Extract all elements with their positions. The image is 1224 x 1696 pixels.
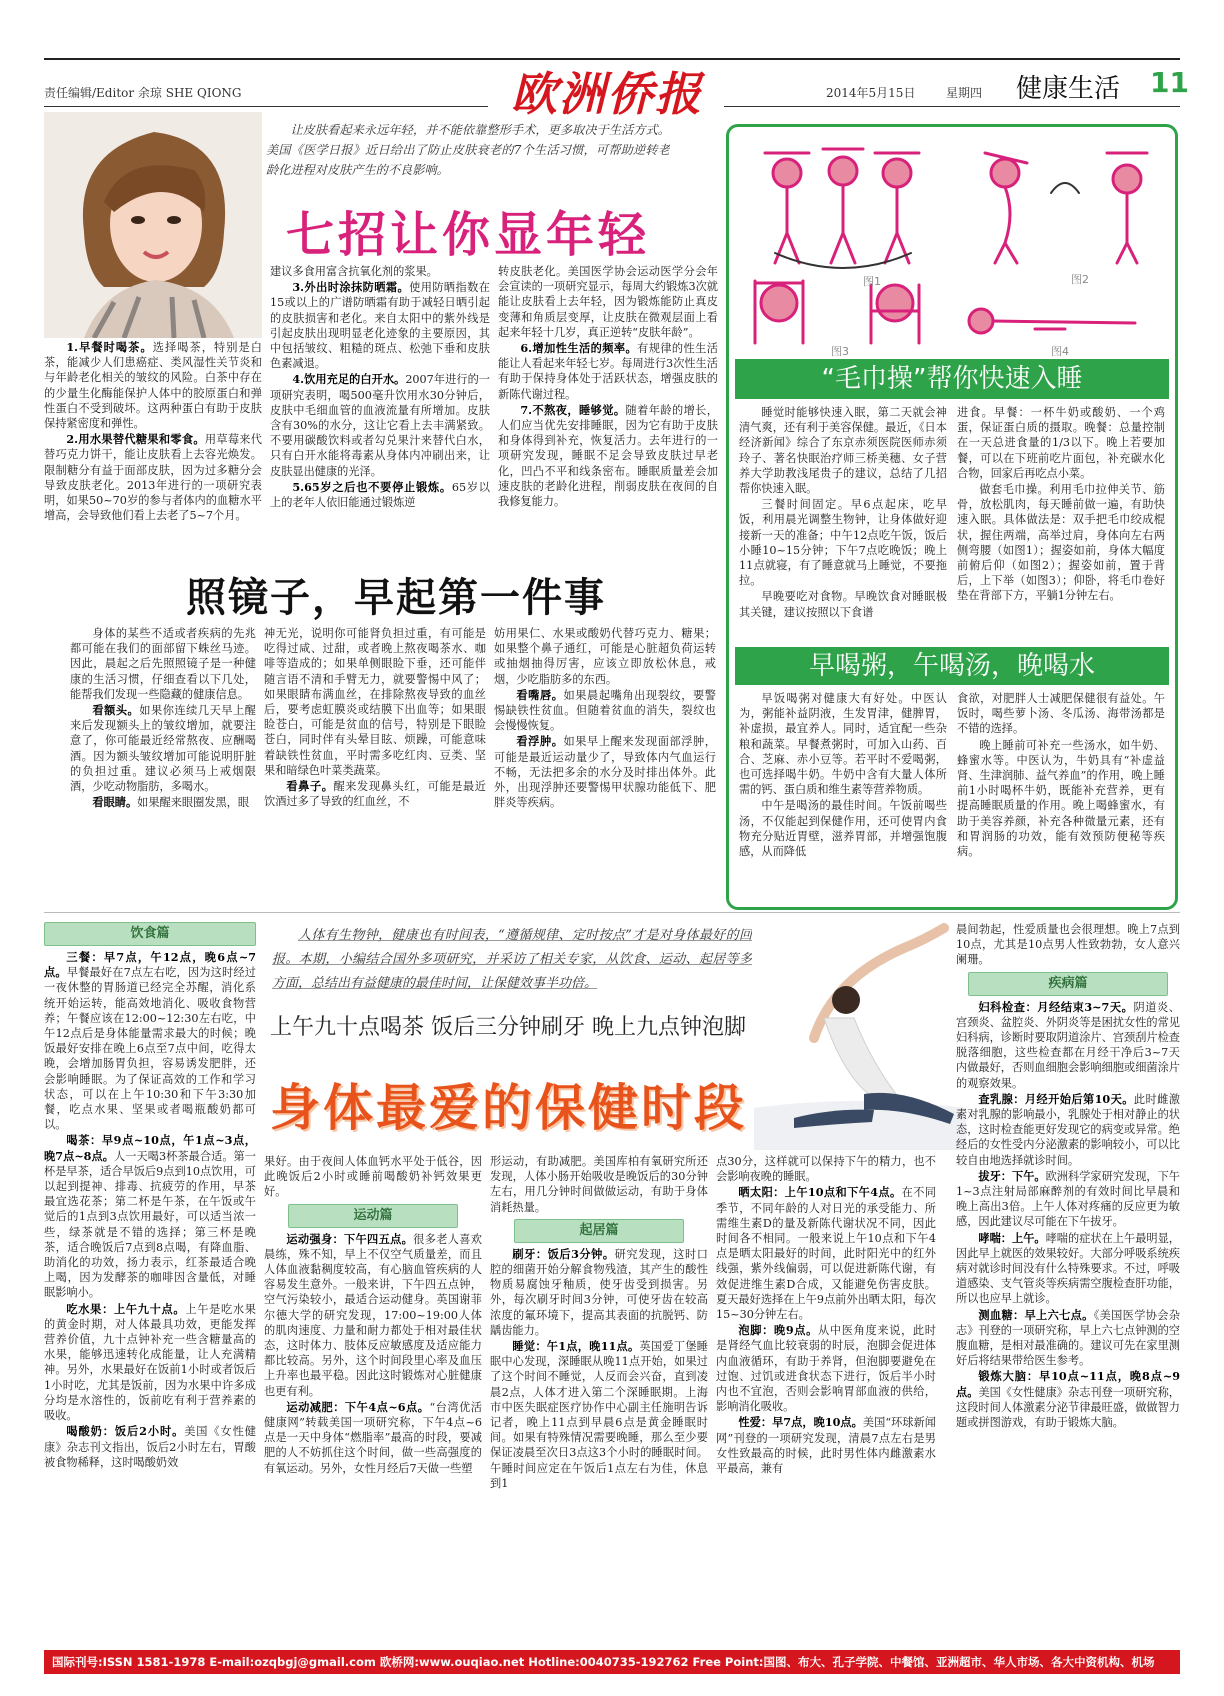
article3-intro: 人体有生物钟，健康也有时间表，“遵循规律、定时按点”才是对身体最好的回报。本期，小编结合国外多项研究，并采访了相关专家，从饮食、运动、起居等多方面，总结出有益健康的最佳时间，让保健效事半功倍。	[272, 928, 752, 991]
issue-weekday: 星期四	[946, 86, 983, 100]
header-rule-left	[44, 106, 488, 107]
fig-label-3: 图3	[831, 345, 849, 357]
article3-col2: 果好。由于夜间人体血钙水平处于低谷，因此晚饭后2小时或睡前喝酸奶补钙效果更好。 运动篇 运动强身：下午四五点。很多老人喜欢晨练，殊不知，早上不仅空气质量差，而且人体血液黏稠度较高，有心脑血管疾病的人容易发生意外。一般来讲，下午四五点钟，空气污染较小，最适合运动健身。英国谢菲尔德大学的研究发现，17:00~19:00人体的肌肉速度、力量和耐力都处于相对最佳状态，这时体力、肢体反应敏感度及适应能力都比较高。另外，这个时间段里心率及血压上升率也最平稳。因此这时锻炼对心脏健康也更有利。 运动减肥：下午4点~6点。“台湾优活健康网”转载美国一项研究称，下午4点~6点是一天中身体“燃脂率”最高的时段，要减肥的人不妨抓住这个时间，做一些高强度的有氧运动。另外，女性月经后7天做一些塑	[264, 1155, 482, 1475]
editor-credit: 责任编辑/Editor 余琼 SHE QIONG	[44, 86, 242, 100]
page-number: 11	[1150, 66, 1189, 99]
article2-col2: 神无光，说明你可能肾负担过重，有可能是吃得过咸、过甜，或者晚上熬夜喝茶水、咖啡等造成的；如果单侧眼睑下垂，还可能伴随言语不清和手臂无力，就要警惕中风了；如果眼睛布满血丝，在排除熬夜导致的血丝后，要考虑虹膜炎或结膜下出血等；如果眼睑苍白，可能是贫血的信号，特别是下眼睑苍白，同时伴有头晕目眩、烦躁，可能意味着缺铁性贫血，平时需多吃红肉、豆类、坚果和暗绿色叶菜类蔬菜。 看鼻子。醒来发现鼻头红，可能是最近饮酒过多了导致的红血丝，不	[264, 627, 486, 809]
fig-label-2: 图2	[1071, 273, 1089, 286]
towel-title: “毛巾操”帮你快速入睡	[735, 359, 1169, 399]
portrait-photo	[44, 112, 262, 338]
towel-col2: 进食。早餐：一杯牛奶或酸奶、一个鸡蛋，保证蛋白质的摄取。晚餐：总量控制在一天总进食量的1/3以下。晚上若要加餐，可以在下班前吃片面包，补充碳水化合物，回家后再吃点小菜。 做套毛巾操。利用毛巾拉伸关节、筋骨，放松肌肉，每天睡前做一遍，有助快速入眠。具体做法是：双手把毛巾绞成棍状，握住两端，高举过肩，身体向左右两侧弯腰（如图1）；握姿如前，身体大幅度前俯后仰（如图2）；握姿如前，置于背后，上下举（如图3）；仰卧，将毛巾卷好垫在背部下方，平躺1分钟左右。	[957, 406, 1165, 603]
header-rule-right	[724, 106, 1180, 107]
porridge-col1: 早饭喝粥对健康大有好处。中医认为，粥能补益阴液，生发胃津，健脾胃，补虚损，最宜养人。同时，适宜配一些杂粮和蔬菜。早餐煮粥时，可加入山药、百合、芝麻、赤小豆等。若平时不爱喝粥，也可选择喝牛奶。牛奶中含有大量人体所需的钙、蛋白质和维生素等营养物质。 中午是喝汤的最佳时间。午饭前喝些汤，不仅能起到保健作用，还可使胃内食物充分贴近胃壁，滋养胃部，并增强饱腹感，从而降低	[739, 692, 947, 859]
porridge-title: 早喝粥，午喝汤，晚喝水	[735, 647, 1169, 685]
masthead: 欧洲侨报	[511, 67, 703, 121]
article3-col5: 晨间勃起，性爱质量也会很理想。晚上7点到10点，尤其是10点男人性致勃勃，女人意兴阑珊。 疾病篇 妇科检查：月经结束3~7天。阴道炎、宫颈炎、盆腔炎、外阴炎等是困扰女性的常见妇科病，诊断时要取阴道涂片、宫颈刮片检查脱落细胞，这些检查都在月经干净后3~7天内做最好，否则血细胞会影响细胞或细菌涂片的观察效果。 查乳腺：月经开始后第10天。此时雌激素对乳腺的影响最小，乳腺处于相对静止的状态，这时检查能更好发现它的病变或异常。绝经后的女性受内分泌激素的影响较小，可以比较自由地选择就诊时间。 拔牙：下午。欧洲科学家研究发现，下午1~3点注射局部麻醉剂的有效时间比早晨和晚上高出3倍。上午人体对疼痛的反应更为敏感，因此建议尽可能在下午拔牙。 哮喘：上午。哮喘的症状在上午最明显，因此早上就医的效果较好。大部分呼吸系统疾病对就诊时间没有什么特殊要求。不过，呼吸道感染、支气管炎等疾病需空腹检查肝功能，所以也应早上就诊。 测血糖：早上六七点。《美国医学协会杂志》刊登的一项研究称，早上六七点钟测的空腹血糖，是相对最准确的。建议可先在家里测好后将结果带给医生参考。 锻炼大脑：早10点~11点，晚8点~9点。美国《女性健康》杂志刊登一项研究称，这段时间人体激素分泌节律最旺盛，做做智力题或拼图游戏，有助于锻炼大脑。	[956, 923, 1180, 1430]
article3-subtitle: 上午九十点喝茶 饭后三分钟刷牙 晚上九点钟泡脚	[270, 1015, 746, 1040]
section-diet: 饮食篇	[44, 922, 256, 946]
section-disease: 疾病篇	[968, 972, 1168, 996]
article1-col1: 1.早餐时喝茶。选择喝茶，特别是白茶，能减少人们患癌症、类风湿性关节炎和与年龄老化相关的皱纹的风险。白茶中存在的少量生化酶能保护人体中的胶原蛋白和弹性蛋白不受到破坏。这两种蛋白有助于皮肤保持紧密度和弹性。 2.用水果替代糖果和零食。用草莓来代替巧克力饼干，能让皮肤看上去容光焕发。限制糖分有益于面部皮肤，因为过多糖分会导致皮肤老化。2013年进行的一项研究表明，如果50~70岁的参与者体内的血糖水平增高，会导致他们看上去老了5~7个月。	[44, 340, 262, 523]
article1-intro: 让皮肤看起来永远年轻，并不能依靠整形手术，更多取决于生活方式。美国《医学日报》近日给出了防止皮肤衰老的7个生活习惯，可帮助逆转老龄化进程对皮肤产生的不良影响。	[266, 123, 670, 177]
article2-col1: 身体的某些不适或者疾病的先兆都可能在我们的面部留下蛛丝马迹。因此，晨起之后先照照镜子是一种健康的生活习惯，仔细查看以下几处，能帮我们发现一些隐藏的健康信息。 看额头。如果你连续几天早上醒来后发现额头上的皱纹增加，就要注意了，你可能最近经常熬夜、应酬喝酒。因为额头皱纹增加可能说明肝脏的负担过重。建议必须马上戒烟限酒，少吃动物脂肪，多喝水。 看眼睛。如果醒来眼圈发黑，眼	[70, 627, 256, 810]
right-feature-box	[726, 124, 1178, 910]
section-name: 健康生活	[1016, 74, 1121, 104]
towel-exercise-illustration	[735, 133, 1171, 357]
section-sport: 运动篇	[288, 1204, 458, 1228]
fig-label-4: 图4	[1051, 345, 1069, 357]
footer-bar	[44, 1650, 1180, 1674]
article2-col3: 妨用果仁、水果或酸奶代替巧克力、糖果；如果整个鼻子通红，可能是心脏超负荷运转或抽烟抽得厉害，应该立即放松休息，戒烟，少吃脂肪多的东西。 看嘴唇。如果晨起嘴角出现裂纹，要警惕缺铁性贫血。但随着贫血的消失，裂纹也会慢慢恢复。 看浮肿。如果早上醒来发现面部浮肿，可能是最近运动量少了，导致体内气血运行不畅，无法把多余的水分及时排出体外。此外，出现浮肿还要警惕甲状腺功能低下、肥胖炎等疾病。	[494, 627, 716, 810]
section-rest: 起居篇	[514, 1219, 684, 1243]
article1-title: 七招让你显年轻	[285, 207, 650, 263]
issue-date: 2014年5月15日	[826, 86, 916, 100]
article2-title: 照镜子，早起第一件事	[186, 575, 606, 621]
article1-col3: 转皮肤老化。美国医学协会运动医学分会年会宣读的一项研究显示，每周大约锻炼3次就能让皮肤看上去年轻，因为锻炼能防止真皮变薄和角质层变厚，让皮肤在微观层面上看起来年轻十几岁，真正逆转“皮肤年龄”。 6.增加性生活的频率。有规律的性生活能让人看起来年轻七岁。每周进行3次性生活有助于保持身体处于活跃状态，增强皮肤的新陈代谢过程。 7.不熬夜，睡够觉。随着年龄的增长，人们应当优先安排睡眠，因为它有助于皮肤和身体得到补充，恢复活力。去年进行的一项研究发现，睡眠不足会导致皮肤过早老化，凹凸不平和线条密布。睡眠质量差会加速皮肤的老龄化进程，削弱皮肤在夜间的自我修复能力。	[498, 265, 718, 509]
porridge-col2: 食欲，对肥胖人士减肥保健很有益处。午饭时，喝些萝卜汤、冬瓜汤、海带汤都是不错的选择。 晚上睡前可补充一些汤水，如牛奶、蜂蜜水等。中医认为，牛奶具有“补虚益肾、生津润肺、益气养血”的作用，晚上睡前1小时喝杯牛奶，既能补充营养，更有提高睡眠质量的作用。晚上喝蜂蜜水，有助于美容养颜，补充各种微量元素，还有和胃润肠的功效，能有效预防便秘等疾病。	[957, 692, 1165, 859]
article1-col2: 建议多食用富含抗氧化剂的浆果。 3.外出时涂抹防晒霜。使用防晒指数在15或以上的广谱防晒霜有助于减轻日晒引起的皮肤损害和老化。来自太阳中的紫外线是引起皮肤出现明显老化迹象的主要原因，其中包括皱纹、粗糙的斑点、松弛下垂和皮肤色素减退。 4.饮用充足的白开水。2007年进行的一项研究表明，喝500毫升饮用水30分钟后，皮肤中毛细血管的血液流量有所增加。皮肤含有30%的水分，这让它看上去丰满紧致。不要用碳酸饮料或者勾兑果汁来替代白水，只有白开水能将毒素从身体内冲刷出来，让皮肤显出健康的光泽。 5.65岁之后也不要停止锻炼。65岁以上的老年人依旧能通过锻炼逆	[270, 265, 490, 510]
article3-col4: 点30分，这样就可以保持下午的精力，也不会影响夜晚的睡眠。 晒太阳：上午10点和下午4点。在不同季节，不同年龄的人对日光的承受能力、所需维生素D的量及新陈代谢状况不同，因此时间各不相同。一般来说上午10点和下午4点是晒太阳最好的时间，此时阳光中的红外线强，紫外线偏弱，可以促进新陈代谢，有效促进维生素D合成，又能避免伤害皮肤。夏天最好选择在上午9点前外出晒太阳，每次15~30分钟左右。 泡脚：晚9点。从中医角度来说，此时是肾经气血比较衰弱的时辰，泡脚会促进体内血液循环，有助于养肾，但泡脚要避免在过饱、过饥或进食状态下进行，饭后半小时内也不宜泡，否则会影响胃部血液的供给，影响消化吸收。 性爱：早7点，晚10点。美国“环球新闻网”刊登的一项研究发现，清晨7点左右是男女性致最高的时候，此时男性体内雌激素水平最高，兼有	[716, 1155, 936, 1476]
footer-text: 国际刊号:ISSN 1581-1978 E-mail:ozqbgj@gmail.com 欧桥网:www.ouqiao.net Hotline:0040735-192762 Free Point:国图、布大、孔子学院、中餐馆、亚洲超市、华人市场、各大中资机构、机场	[52, 1655, 1155, 1669]
article3-title: 身体最爱的保健时段	[270, 1079, 747, 1137]
fig-label-1: 图1	[863, 275, 881, 288]
article3-col1: 三餐：早7点，午12点，晚6点~7点。早餐最好在7点左右吃，因为这时经过一夜休整的胃肠道已经完全苏醒，消化系统开始运转，能高效地消化、吸收食物营养；午餐应该在12:00~12:30左右吃，中午12点后是身体能量需求最大的时候；晚饭最好安排在晚上6点至7点中间，吃得太晚，会增加肠胃负担，容易诱发肥胖，还会影响睡眠。为了保证高效的工作和学习状态，可以在上午10:30和下午3:30加餐，吃点水果、坚果或者喝瓶酸奶都可以。 喝茶：早9点~10点，午1点~3点，晚7点~8点。人一天喝3杯茶最合适。第一杯是早茶，适合早饭后9点到10点饮用，可以起到提神、排毒、抗疲劳的作用，早茶最宜选花茶；第二杯是午茶，在午饭或午觉后的1点到3点饮用最好，可以适当浓一些，绿茶就是不错的选择；第三杯是晚茶，适合晚饭后7点到8点喝，有降血脂、助消化的功效，扬力表示，红茶最适合晚上喝，因为发酵茶的咖啡因含量低，对睡眠影响小。 吃水果：上午九十点。上午是吃水果的黄金时期，对人体最具功效，更能发挥营养价值，九十点钟补充一些含糖量高的水果，能够迅速转化成能量，让人充满精神。另外，水果最好在饭前1小时或者饭后1小时吃，尤其是饭前，因为水果中许多成分均是水溶性的，饭前吃有利于营养素的吸收。 喝酸奶：饭后2小时。美国《女性健康》杂志刊文指出，饭后2小时左右，胃酸被食物稀释，这时喝酸奶效	[44, 950, 256, 1469]
section-divider	[44, 912, 1180, 913]
towel-col1: 睡觉时能够快速入眠，第二天就会神清气爽，还有利于美容保健。最近，《日本经济新闻》综合了东京赤须医院医师赤须玲子、著名快眠治疗师三桥美穗、女子营养大学助教浅尾贵子的建议，总结了几招帮你快速入眠。 三餐时间固定。早6点起床，吃早饭，利用晨光调整生物钟，让身体做好迎接新一天的准备；中午12点吃午饭，饭后小睡10~15分钟；下午7点吃晚饭；晚上11点就寝，有了睡意就马上睡觉，不要拖拉。 早晚要吃对食物。早晚饮食对睡眠极其关键，建议按照以下食谱	[739, 406, 947, 619]
article3-col3: 形运动，有助减肥。美国库柏有氧研究所还发现，人体小肠开始吸收是晚饭后的30分钟左右，用几分钟时间做做运动，有助于身体消耗热量。 起居篇 刷牙：饭后3分钟。研究发现，这时口腔的细菌开始分解食物残渣，其产生的酸性物质易腐蚀牙釉质，使牙齿受到损害。另外，每次刷牙时间3分钟，可使牙齿在较高浓度的氟环境下，提高其表面的抗脱钙、防龋齿能力。 睡觉：午1点，晚11点。英国爱丁堡睡眠中心发现，深睡眠从晚11点开始，如果过了这个时间不睡觉，人反而会兴奋，直到凌晨2点，人体才进入第二个深睡眠期。上海市中医失眠症医疗协作中心副主任施明告诉记者，晚上11点到早晨6点是黄金睡眠时间。如果有特殊情况需要晚睡，那么至少要保证凌晨至次日3点这3个小时的睡眠时间。午睡时间应定在午饭后1点左右为佳，休息到1	[490, 1155, 708, 1490]
yoga-photo	[754, 918, 966, 1150]
